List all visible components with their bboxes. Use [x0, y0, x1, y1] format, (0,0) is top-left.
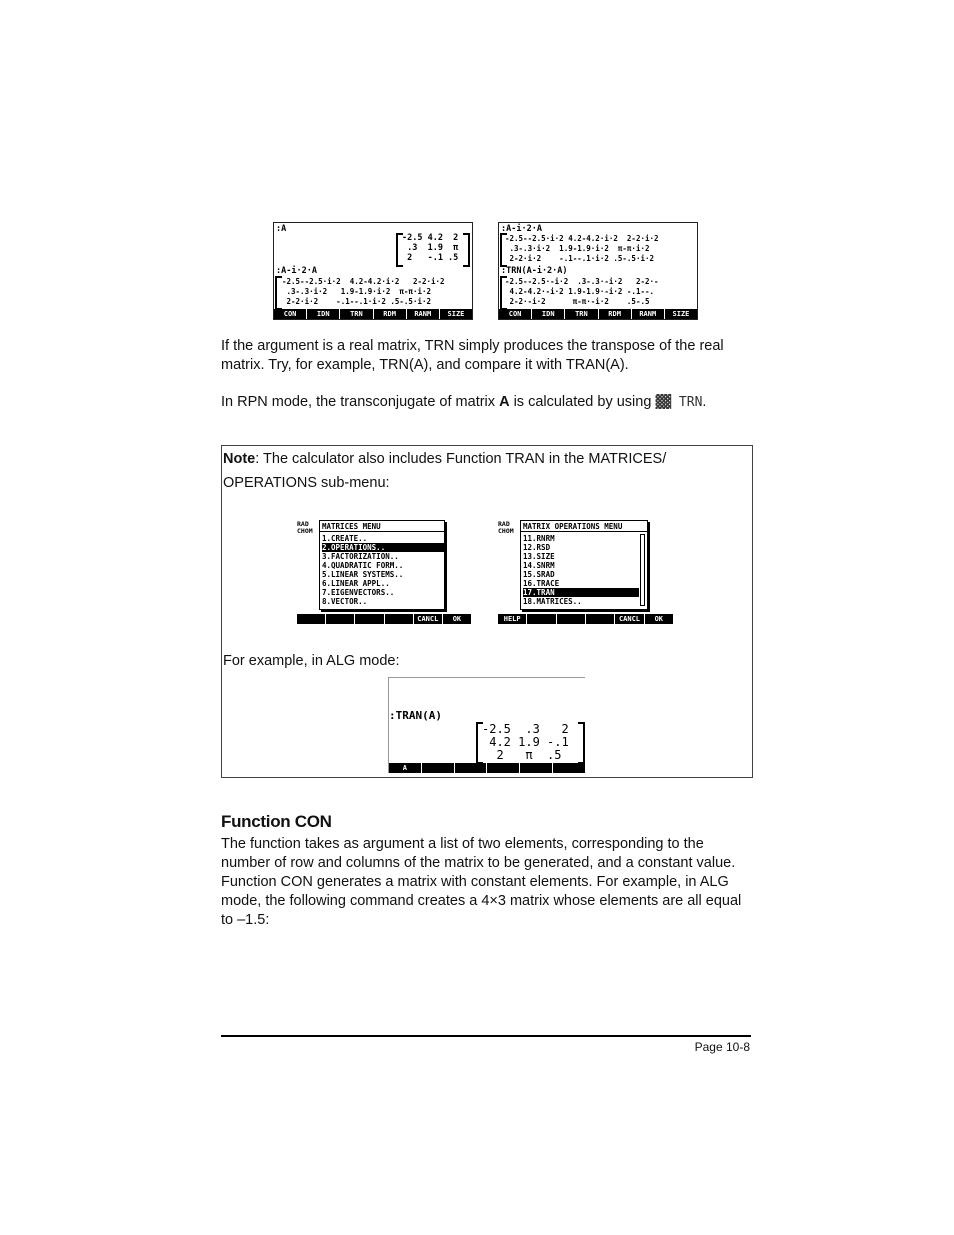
- menu-item-vector[interactable]: 8.VECTOR..: [322, 597, 368, 606]
- screen-line: -2.5--2.5·i·2 4.2-4.2·i·2 2-2·i·2: [282, 277, 445, 286]
- softkey-bar: [498, 614, 673, 624]
- menu-item-size[interactable]: 13.SIZE: [523, 552, 555, 561]
- menu-divider: [521, 531, 647, 532]
- matrix-bracket-right: [578, 722, 585, 764]
- softkey-blank[interactable]: [355, 614, 384, 624]
- softkey-size[interactable]: SIZE: [447, 310, 465, 318]
- softkey-idn[interactable]: IDN: [307, 309, 340, 319]
- screen-line: :TRN(A-i·2·A): [501, 266, 568, 276]
- matrices-menu: [319, 520, 445, 610]
- menu-title: MATRIX OPERATIONS MENU: [523, 522, 623, 531]
- section-title: Function CON: [221, 812, 332, 831]
- softkey-idn[interactable]: IDN: [532, 309, 565, 319]
- status-chom: CHOM: [297, 527, 313, 535]
- softkey-blank[interactable]: [385, 614, 414, 624]
- screen-line: 2 -.1 .5: [402, 253, 459, 263]
- note-text: [223, 447, 703, 495]
- softkey-blank[interactable]: [455, 763, 488, 773]
- menu-item-matrices[interactable]: 18.MATRICES..: [523, 597, 582, 606]
- softkey-bar: [389, 763, 585, 773]
- menu-item-linear-appl[interactable]: 6.LINEAR APPL..: [322, 579, 390, 588]
- softkey-trn[interactable]: TRN: [565, 309, 598, 319]
- calc-screen-matrices-menu: [297, 517, 471, 624]
- menu-item-factorization[interactable]: 3.FACTORIZATION..: [322, 552, 399, 561]
- calc-screen-matrix-a: [273, 222, 473, 320]
- screen-line: :A-i·2·A: [501, 224, 542, 234]
- menu-item-create[interactable]: 1.CREATE..: [322, 534, 368, 543]
- softkey-ok[interactable]: OK: [452, 615, 462, 623]
- softkey-cancel[interactable]: CANCL: [414, 614, 443, 624]
- softkey-ranm[interactable]: RANM: [407, 309, 440, 319]
- footer-rule: [221, 1035, 751, 1037]
- calc-screen-trn-result: [498, 222, 698, 320]
- screen-line: .3-.3·i·2 1.9-1.9·i·2 π-π·i·2: [505, 244, 650, 253]
- softkey-blank[interactable]: [326, 614, 355, 624]
- status-rad: RAD: [498, 520, 510, 528]
- paragraph-rpn-transconjugate: [221, 393, 751, 412]
- softkey-blank[interactable]: [520, 763, 553, 773]
- matrix-bracket-right: [463, 233, 470, 267]
- screen-line: .3-.3·i·2 1.9-1.9·i·2 π-π·i·2: [282, 287, 432, 296]
- paragraph-function-con: The function takes as argument a list of two elements, corresponding to the number of row and columns of the matrix to be generated, and a constant value. Function CON generates a matrix with constant elements. For example, in ALG mode, the following command creates a 4×3 matrix whose elements are all equal to –1.5:: [221, 836, 742, 928]
- menu-item-eigenvectors[interactable]: 7.EIGENVECTORS..: [322, 588, 395, 597]
- note-box: [221, 445, 753, 778]
- trn-keystroke: ▓▓ TRN: [655, 395, 703, 410]
- page-number: Page 10-8: [694, 1040, 750, 1054]
- menu-item-quadratic-form[interactable]: 4.QUADRATIC FORM..: [322, 561, 404, 570]
- paragraph-trn-real: If the argument is a real matrix, TRN simply produces the transpose of the real matrix. Try, for example, TRN(A), and compare it with TRAN(A).: [221, 338, 724, 373]
- softkey-blank[interactable]: [586, 614, 615, 624]
- tran-command: :TRAN(A): [389, 709, 442, 722]
- menu-item-trace[interactable]: 16.TRACE: [523, 579, 560, 588]
- para2-before: In RPN mode, the transconjugate of matrix: [221, 394, 500, 410]
- softkey-a[interactable]: A: [389, 763, 422, 773]
- softkey-blank[interactable]: [487, 763, 520, 773]
- menu-item-snrm[interactable]: 14.SNRM: [523, 561, 555, 570]
- softkey-bar: [274, 309, 472, 319]
- softkey-ranm[interactable]: RANM: [632, 309, 665, 319]
- softkey-blank[interactable]: [527, 614, 556, 624]
- menu-item-operations[interactable]: 2.OPERATIONS..: [322, 543, 444, 552]
- status-chom: CHOM: [498, 527, 514, 535]
- screen-line: 4.2-4.2·-i·2 1.9-1.9·-i·2 -.1--.: [505, 287, 655, 296]
- note-body: : The calculator also includes Function TRAN in the MATRICES/ OPERATIONS sub-menu:: [223, 451, 667, 491]
- screen-line: :A-i·2·A: [276, 266, 317, 276]
- screen-line: 2-2·i·2 -.1--.1·i·2 .5-.5·i·2: [505, 254, 655, 263]
- matrix-bracket-left: [275, 276, 282, 310]
- softkey-ok[interactable]: OK: [654, 615, 664, 623]
- matrix-a-bold: A: [499, 394, 510, 410]
- result-row: -2.5 .3 2: [482, 722, 569, 736]
- menu-item-rnrm[interactable]: 11.RNRM: [523, 534, 555, 543]
- menu-title: MATRICES MENU: [322, 522, 381, 531]
- menu-item-tran[interactable]: 17.TRAN: [523, 588, 639, 597]
- softkey-blank[interactable]: [422, 763, 455, 773]
- para2-after: is calculated by using: [509, 394, 656, 410]
- menu-scrollbar[interactable]: [640, 534, 645, 606]
- calc-screen-matrix-operations-menu: [498, 517, 673, 624]
- screen-line: 2-2·i·2 -.1--.1·i·2 .5-.5·i·2: [282, 297, 432, 306]
- calc-screen-tran-alg: [388, 677, 585, 773]
- screen-line: 2-2·-i·2 π-π·-i·2 .5-.5: [505, 297, 650, 306]
- softkey-con[interactable]: CON: [274, 309, 307, 319]
- status-rad: RAD: [297, 520, 309, 528]
- softkey-con[interactable]: CON: [499, 309, 532, 319]
- screen-line: -2.5--2.5·i·2 4.2-4.2·i·2 2-2·i·2: [505, 234, 659, 243]
- menu-divider: [320, 531, 444, 532]
- softkey-bar: [499, 309, 697, 319]
- para2-end: .: [702, 394, 707, 410]
- softkey-blank[interactable]: [553, 763, 585, 773]
- softkey-help[interactable]: HELP: [498, 614, 527, 624]
- softkey-blank[interactable]: [557, 614, 586, 624]
- screen-line: :A: [276, 224, 287, 234]
- alg-example-text: For example, in ALG mode:: [223, 653, 400, 669]
- softkey-blank[interactable]: [297, 614, 326, 624]
- softkey-trn[interactable]: TRN: [340, 309, 373, 319]
- softkey-rdm[interactable]: RDM: [374, 309, 407, 319]
- softkey-size[interactable]: SIZE: [672, 310, 690, 318]
- screen-line: .3 1.9 π: [402, 243, 459, 253]
- note-label: Note: [223, 451, 256, 467]
- screen-line: -2.5--2.5·-i·2 .3-.3·-i·2 2-2·-: [505, 277, 659, 286]
- matrix-operations-menu: [520, 520, 648, 610]
- menu-item-rsd[interactable]: 12.RSD: [523, 543, 551, 552]
- softkey-rdm[interactable]: RDM: [599, 309, 632, 319]
- menu-item-srad[interactable]: 15.SRAD: [523, 570, 555, 579]
- screen-line: -2.5 4.2 2: [402, 233, 459, 243]
- softkey-bar: [297, 614, 471, 624]
- result-row: 4.2 1.9 -.1: [482, 735, 569, 749]
- menu-item-linear-systems[interactable]: 5.LINEAR SYSTEMS..: [322, 570, 404, 579]
- result-row: 2 π .5: [482, 748, 562, 762]
- softkey-cancel[interactable]: CANCL: [615, 614, 644, 624]
